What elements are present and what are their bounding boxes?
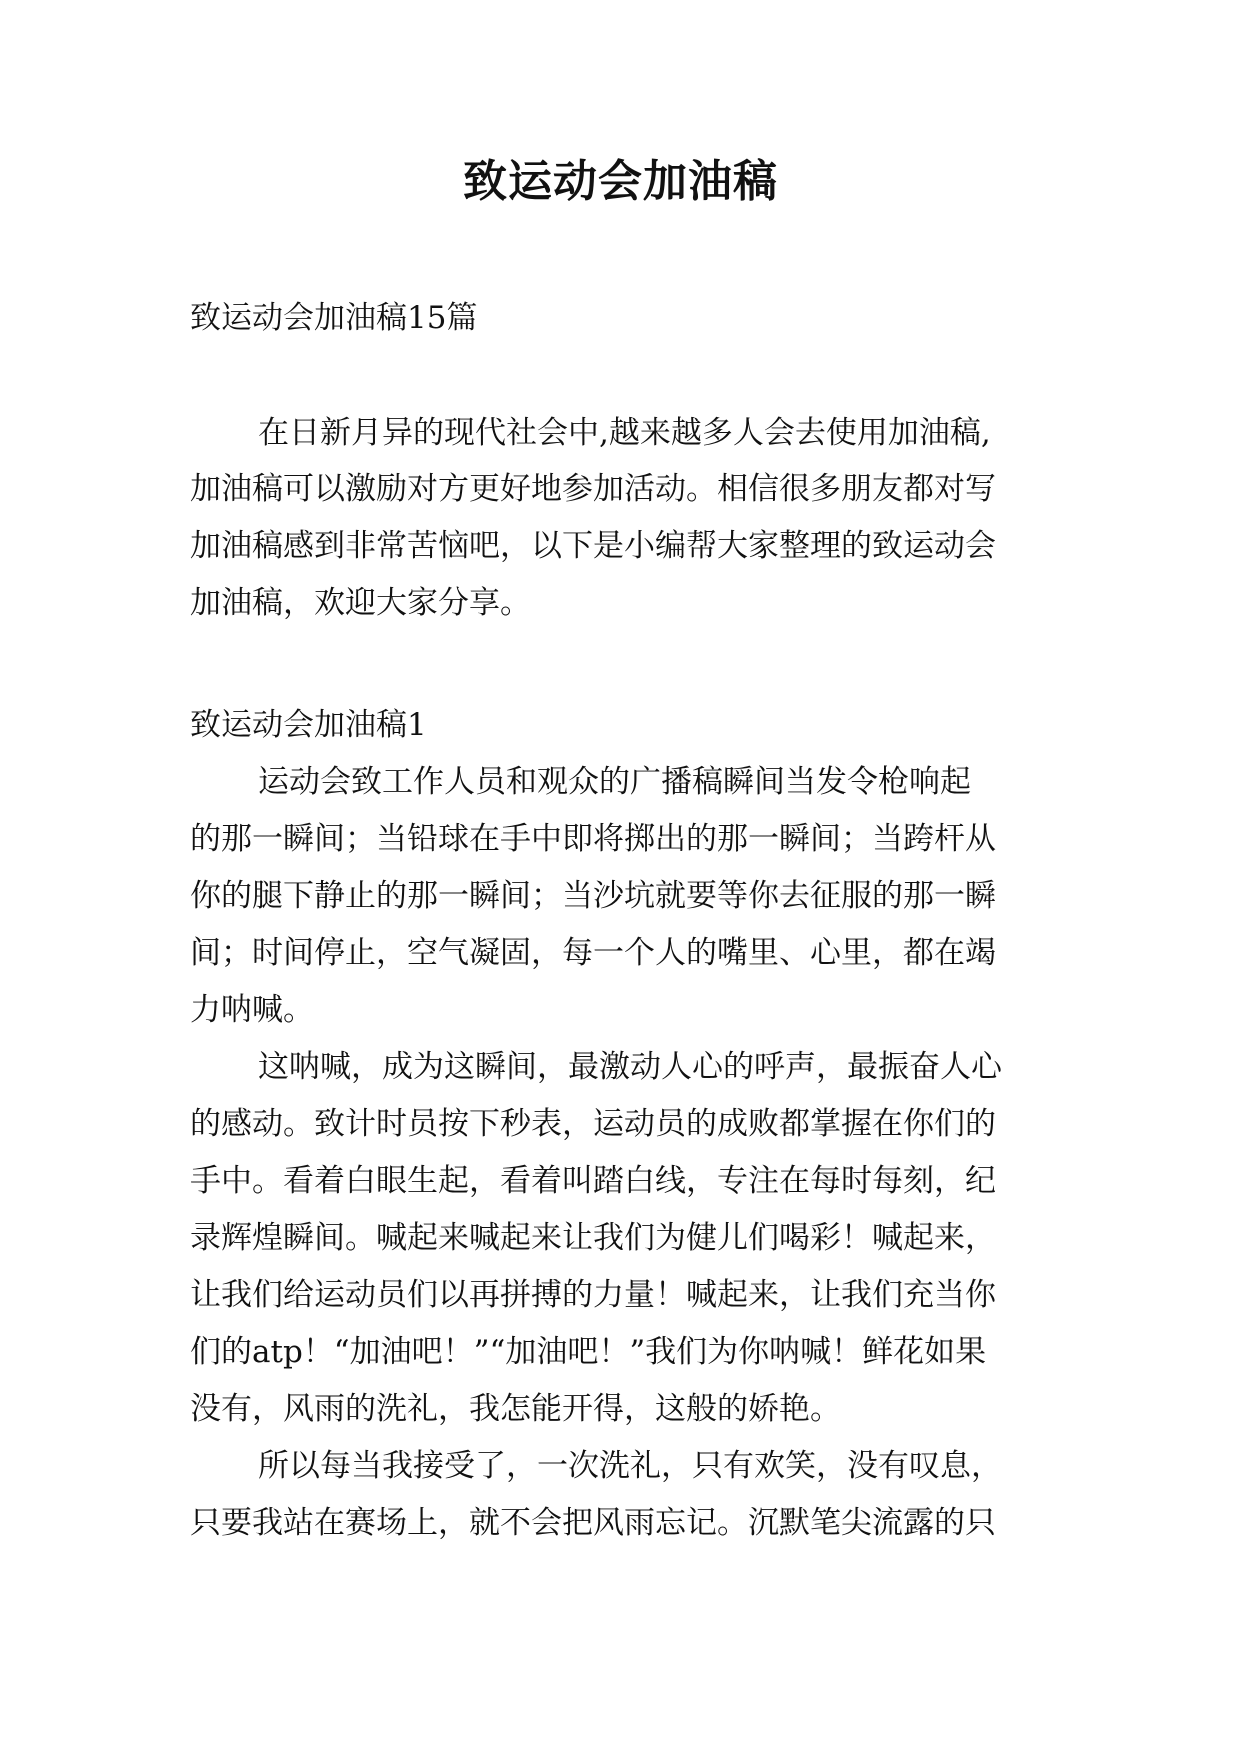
paragraph-line: 所以每当我接受了，一次洗礼，只有欢笑，没有叹息， [258, 1448, 1002, 1484]
paragraph-line: 们的atp！“加油吧！”“加油吧！”我们为你呐喊！鲜花如果 [190, 1334, 987, 1370]
intro-line: 加油稿，欢迎大家分享。 [190, 585, 531, 621]
paragraph-line: 的感动。致计时员按下秒表，运动员的成败都掌握在你们的 [190, 1106, 996, 1142]
paragraph-line: 力呐喊。 [190, 992, 314, 1028]
intro-line: 加油稿感到非常苦恼吧，以下是小编帮大家整理的致运动会 [190, 528, 996, 564]
intro-line: 加油稿可以激励对方更好地参加活动。相信很多朋友都对写 [190, 471, 996, 507]
section-heading: 致运动会加油稿1 [190, 707, 427, 743]
document-subtitle: 致运动会加油稿15篇 [190, 300, 478, 336]
paragraph-line: 的那一瞬间；当铅球在手中即将掷出的那一瞬间；当跨杆从 [190, 821, 996, 857]
paragraph-line: 你的腿下静止的那一瞬间；当沙坑就要等你去征服的那一瞬 [190, 878, 996, 914]
paragraph-line: 运动会致工作人员和观众的广播稿瞬间当发令枪响起 [258, 764, 971, 800]
paragraph-line: 这呐喊，成为这瞬间，最激动人心的呼声，最振奋人心 [258, 1049, 1002, 1085]
paragraph-line: 手中。看着白眼生起，看着叫踏白线，专注在每时每刻，纪 [190, 1163, 996, 1199]
intro-line: 在日新月异的现代社会中,越来越多人会去使用加油稿, [258, 415, 991, 451]
paragraph-line: 录辉煌瞬间。喊起来喊起来让我们为健儿们喝彩！喊起来， [190, 1220, 996, 1256]
paragraph-line: 间；时间停止，空气凝固，每一个人的嘴里、心里，都在竭 [190, 935, 996, 971]
paragraph-line: 只要我站在赛场上，就不会把风雨忘记。沉默笔尖流露的只 [190, 1505, 996, 1541]
paragraph-line: 让我们给运动员们以再拼搏的力量！喊起来，让我们充当你 [190, 1277, 996, 1313]
paragraph-line: 没有，风雨的洗礼，我怎能开得，这般的娇艳。 [190, 1391, 841, 1427]
document-title: 致运动会加油稿 [463, 156, 778, 207]
